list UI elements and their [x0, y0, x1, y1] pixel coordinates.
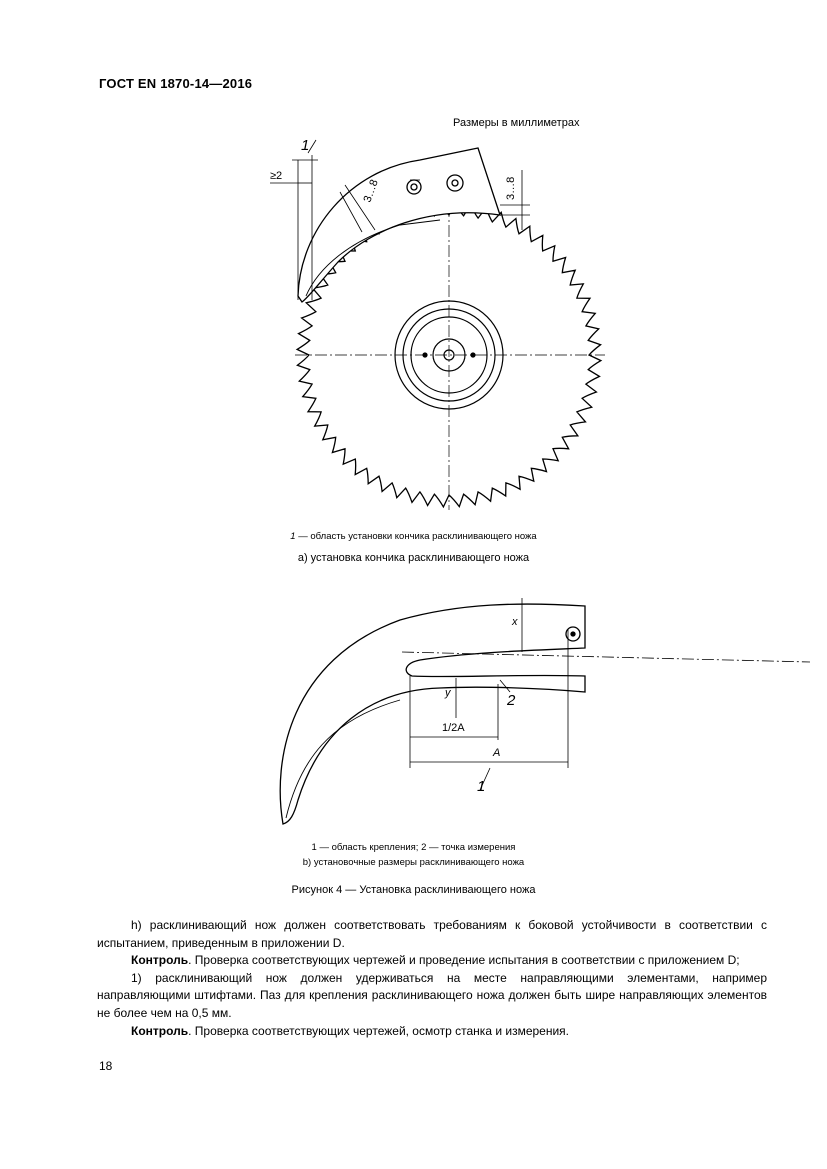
dim-3-8-left: 3…8	[361, 178, 381, 205]
page-number: 18	[99, 1059, 113, 1073]
callout-1-b: 1	[477, 778, 486, 795]
units-note: Размеры в миллиметрах	[453, 117, 580, 129]
dim-3-8-right: 3…8	[505, 176, 517, 200]
dimension-lines-b	[402, 598, 810, 790]
label-half-a: 1/2A	[442, 722, 465, 734]
paragraph-1: 1) расклинивающий нож должен удерживаться на месте направляющими элементами, например направляющими штифтами. Паз для крепления расклинивающего ножа должен быть шире направляющих элементов не более чем на 0,5 мм.	[97, 970, 767, 1020]
caption-b: b) установочные размеры расклинивающего ножа	[302, 857, 525, 868]
riving-knife-a	[298, 148, 500, 302]
legend-a: 1 — область установки кончика расклинивающего ножа	[290, 531, 537, 542]
label-a: A	[493, 747, 501, 759]
paragraph-control-1: Контроль. Проверка соответствующих чертежей и проведение испытания в соответствии с приложением D;	[131, 953, 740, 968]
label-y: y	[445, 687, 451, 699]
document-header: ГОСТ EN 1870-14—2016	[99, 76, 253, 91]
body-text	[97, 917, 767, 1040]
callout-2-b: 2	[507, 692, 516, 709]
paragraph-control-2: Контроль. Проверка соответствующих чертежей, осмотр станка и измерения.	[131, 1023, 570, 1038]
riving-knife-b	[280, 604, 585, 824]
caption-a: а) установка кончика расклинивающего ножа	[297, 552, 530, 564]
callout-1-a: 1	[301, 137, 310, 154]
dim-ge2: ≥2	[270, 170, 283, 182]
paragraph-h: h) расклинивающий нож должен соответствовать требованиям к боковой устойчивости в соответствии с испытанием, приведенным в приложении D.	[97, 918, 767, 950]
legend-b: 1 — область крепления; 2 — точка измерения	[311, 842, 516, 853]
label-x: x	[512, 616, 518, 628]
figure-title: Рисунок 4 — Установка расклинивающего ножа	[291, 884, 536, 896]
